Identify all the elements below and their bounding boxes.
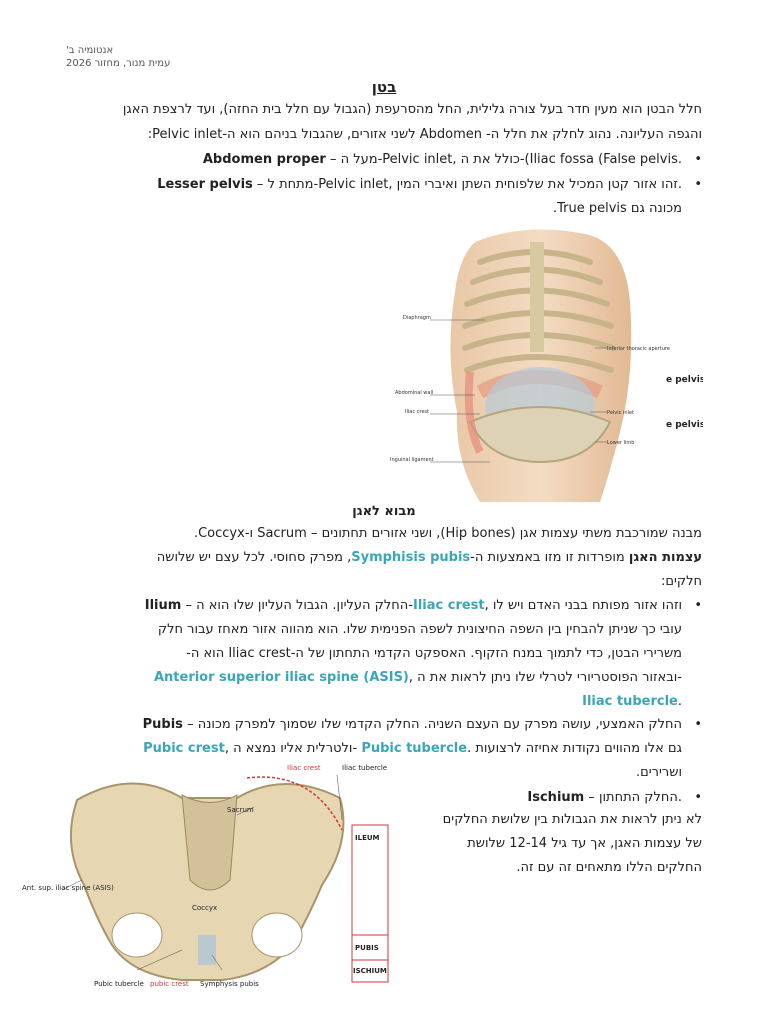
header-author: עמית מנור, מחזור 2026 <box>66 58 171 69</box>
pelvis-intro-line-3: חלקים: <box>660 574 702 589</box>
bullet-dot: • <box>694 790 702 805</box>
term: Ilium <box>144 598 182 613</box>
text: – מעל ה-Pelvic inlet, כולל את ה-(Iliac fossa (False pelvis. <box>325 152 682 167</box>
term-hip-bones: עצמות האגן <box>628 550 702 565</box>
pelvis-intro-line-1: מבנה שמורכבת משתי עצמות אגן (Hip bones), ושני אזורים תחתונים – Sacrum ו-Coccyx. <box>193 526 702 541</box>
section-heading-pelvis-intro: מבוא לאגן <box>352 504 416 519</box>
bullet-dot: • <box>694 598 702 613</box>
label-lower-limb: Lower limb <box>607 440 635 446</box>
bullet-dot: • <box>694 152 702 167</box>
label-sacrum: Sacrum <box>227 806 254 814</box>
label-iliac-crest: Iliac crest <box>287 764 321 772</box>
term-asis: Anterior superior iliac spine (ASIS) <box>153 670 409 685</box>
label-true-pelvis: e pelvis <box>666 420 703 430</box>
pelvis-intro-line-2 <box>157 546 702 570</box>
term-pubic-tubercle: Pubic tubercle <box>361 741 468 756</box>
page-title: בטן <box>371 78 397 96</box>
term: Ischium <box>527 790 585 805</box>
closing-line-3: החלקים הללו מתאחים זה עם זה. <box>516 860 702 875</box>
text: – החלק העליון. הגבול העליון שלו הוא ה- <box>181 598 413 613</box>
symphysis <box>198 935 216 965</box>
term: Lesser pelvis <box>157 177 253 192</box>
term: Pubis <box>142 717 183 732</box>
text: , ולטרלית אליו נמצא ה- <box>224 741 362 756</box>
box-label-ischium: ISCHIUM <box>353 967 387 975</box>
label-inguinal-ligament: Inguinal ligament <box>390 457 434 463</box>
bullet-ilium <box>62 594 702 714</box>
label-iliac-crest: Iliac crest <box>405 409 429 415</box>
text: עובי כך שניתן להבחין בין השפה החיצונית לשפה הפנימית שלו. הוא מהווה אזור מאחז עבור חלק <box>157 622 682 637</box>
text: משרירי הבטן, כדי לתמוך במנח הזקוף. האספקט הקדמי התחתון של ה-Iliac crest הוא ה- <box>186 646 682 661</box>
text: , ובאזור הפוסטריורי לטרלי שלו ניתן לראות את ה- <box>408 670 682 685</box>
term-iliac-crest: Iliac crest <box>412 598 485 613</box>
text: – החלק התחתון. <box>584 790 682 805</box>
header-course: אנטומיה ב' <box>66 45 114 56</box>
text: ושרירים. <box>635 765 682 780</box>
torso-figure <box>385 222 703 502</box>
torso-illustration <box>385 222 703 502</box>
text: מופרדות זו מזו באמצעות ה- <box>470 550 629 565</box>
text: , מפרק סחוסי. לכל עצם יש שלושה <box>156 550 352 565</box>
term-iliac-tubercle: Iliac tubercle <box>582 694 678 709</box>
obturator-right <box>252 913 302 957</box>
label-asis: Ant. sup. iliac spine (ASIS) <box>22 884 114 892</box>
label-abdominal-wall: Abdominal wall <box>395 390 434 396</box>
bullet-ischium <box>527 786 702 810</box>
label-pelvic-inlet: Pelvic inlet <box>607 410 634 416</box>
term: Abdomen proper <box>202 152 326 167</box>
label-inferior-thoracic-aperture: Inferior thoracic aperture <box>607 346 670 352</box>
text: – מתחת ל-Pelvic inlet, זהו אזור קטן המכיל את שלפוחית השתן ואיברי המין. <box>252 177 682 192</box>
bullet-dot: • <box>694 717 702 732</box>
label-coccyx: Coccyx <box>192 904 218 912</box>
obturator-left <box>112 913 162 957</box>
box-label-pubis: PUBIS <box>355 944 379 952</box>
bullet-lesser-pelvis <box>157 173 702 221</box>
closing-line-1: לא ניתן לראות את הגבולות בין שלושת החלקים <box>442 812 702 827</box>
intro-line-2: והגפה העליונה. נהוג לחלק את חלל ה- Abdomen לשני אזורים, שהגבול בניהם הוא ה-Pelvic inlet: <box>147 127 702 142</box>
document-header <box>66 44 170 70</box>
text: . <box>677 694 682 709</box>
pelvis-figure <box>22 760 394 990</box>
text: – החלק האמצעי, עושה מפרק עם העצם השניה. החלק הקדמי שלו שסמוך למפרק מכונה <box>182 717 682 732</box>
term-symphisis: Symphisis pubis <box>351 550 471 565</box>
text: . גם אלו מהווים נקודות אחיזה לרצועות <box>467 741 682 756</box>
label-symphysis-pubis: Symphysis pubis <box>200 980 259 988</box>
label-iliac-tubercle: Iliac tubercle <box>342 764 388 772</box>
term-pubic-crest: Pubic crest <box>143 741 225 756</box>
label-diaphragm: Diaphragm <box>403 315 431 321</box>
bullet-abdomen-proper <box>203 148 702 172</box>
pelvis-illustration <box>22 760 394 990</box>
text: , וזהו אזור מפותח בבני האדם ויש לו <box>484 598 682 613</box>
label-pubic-tubercle: Pubic tubercle <box>94 980 144 988</box>
bullet-dot: • <box>694 177 702 192</box>
label-pubic-crest: pubic crest <box>150 980 189 988</box>
box-label-ileum: ILEUM <box>355 834 380 842</box>
intro-line-1: חלל הבטן הוא מעין חדר בעל צורה גלילית, החל מהסרעפת (הגבול עם חלל בית החזה), ועד לרצפת האגן <box>122 102 702 117</box>
closing-line-2: של עצמות האגן, אך עד גיל 12-14 שלושת <box>467 836 702 851</box>
sternum <box>530 242 544 352</box>
label-false-pelvis: e pelvis <box>666 375 703 385</box>
text-cont: מכונה גם True pelvis. <box>552 201 682 216</box>
